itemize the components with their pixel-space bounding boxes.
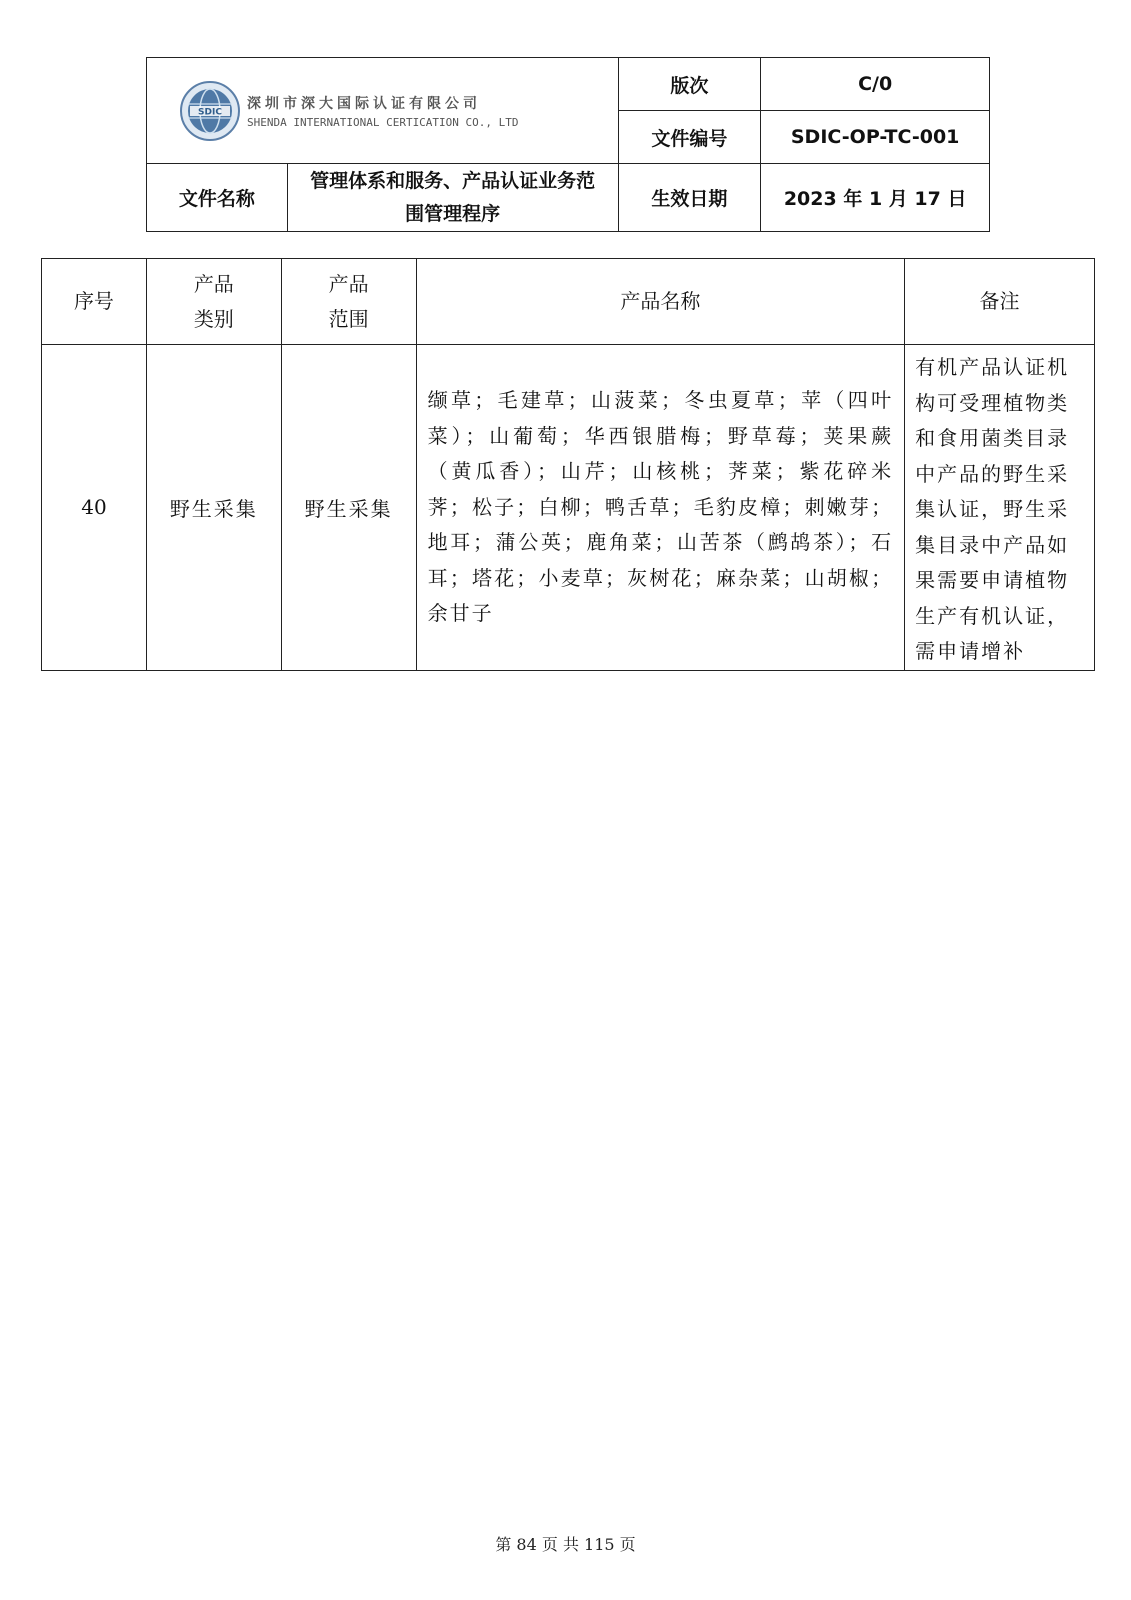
company-name-cn: 深圳市深大国际认证有限公司	[247, 95, 481, 112]
row-remarks: 有机产品认证机构可受理植物类和食用菌类目录中产品的野生采集认证，野生采集目录中产品如果需要申请植物生产有机认证，需申请增补	[905, 345, 1095, 671]
col-header-scope-line2: 范围	[328, 306, 369, 331]
row-category: 野生采集	[146, 345, 281, 671]
company-logo-icon	[179, 80, 241, 142]
col-header-category-line1: 产品	[193, 271, 234, 296]
col-header-remarks	[905, 259, 1095, 345]
effective-date-label: 生效日期	[618, 164, 761, 232]
row-number: 40	[42, 345, 147, 671]
col-header-category	[146, 259, 281, 345]
col-header-category-line2: 类别	[193, 306, 234, 331]
col-header-number-text: 序号	[73, 289, 114, 313]
effective-date-value: 2023 年 1 月 17 日	[761, 164, 990, 232]
version-label: 版次	[618, 58, 761, 111]
col-header-scope-line1: 产品	[328, 271, 369, 296]
page-footer: 第 84 页 共 115 页	[495, 1535, 636, 1554]
doc-name-text: 管理体系和服务、产品认证业务范围管理程序	[310, 169, 596, 225]
company-name-en: SHENDA INTERNATIONAL CERTICATION CO., LTD	[247, 115, 519, 129]
doc-number-value: SDIC-OP-TC-001	[761, 111, 990, 164]
col-header-product-names-text: 产品名称	[620, 289, 701, 313]
row-product-names: 缬草；毛建草；山菠菜；冬虫夏草；苹（四叶菜）；山葡萄；华西银腊梅；野草莓；荚果蕨（黄瓜香）；山芹；山核桃；荠菜；紫花碎米荠；松子；白柳；鸭舌草；毛豹皮樟；刺嫩芽；地耳；蒲公英；鹿角菜；山苦茶（鹧鸪茶）；石耳；塔花；小麦草；灰树花；麻杂菜；山胡椒；余甘子	[416, 345, 905, 671]
version-value: C/0	[761, 58, 990, 111]
col-header-product-names	[416, 259, 905, 345]
document-header-table	[146, 57, 990, 232]
company-logo-cell	[147, 58, 619, 164]
logo-text: SDIC	[198, 107, 222, 117]
product-scope-table	[41, 258, 1095, 671]
col-header-number	[42, 259, 147, 345]
table-row	[42, 345, 1095, 671]
row-scope: 野生采集	[281, 345, 416, 671]
col-header-scope	[281, 259, 416, 345]
table-header-row	[42, 259, 1095, 345]
doc-number-label: 文件编号	[618, 111, 761, 164]
doc-name-label: 文件名称	[147, 164, 288, 232]
doc-name-value	[287, 164, 618, 232]
col-header-remarks-text: 备注	[979, 289, 1020, 313]
